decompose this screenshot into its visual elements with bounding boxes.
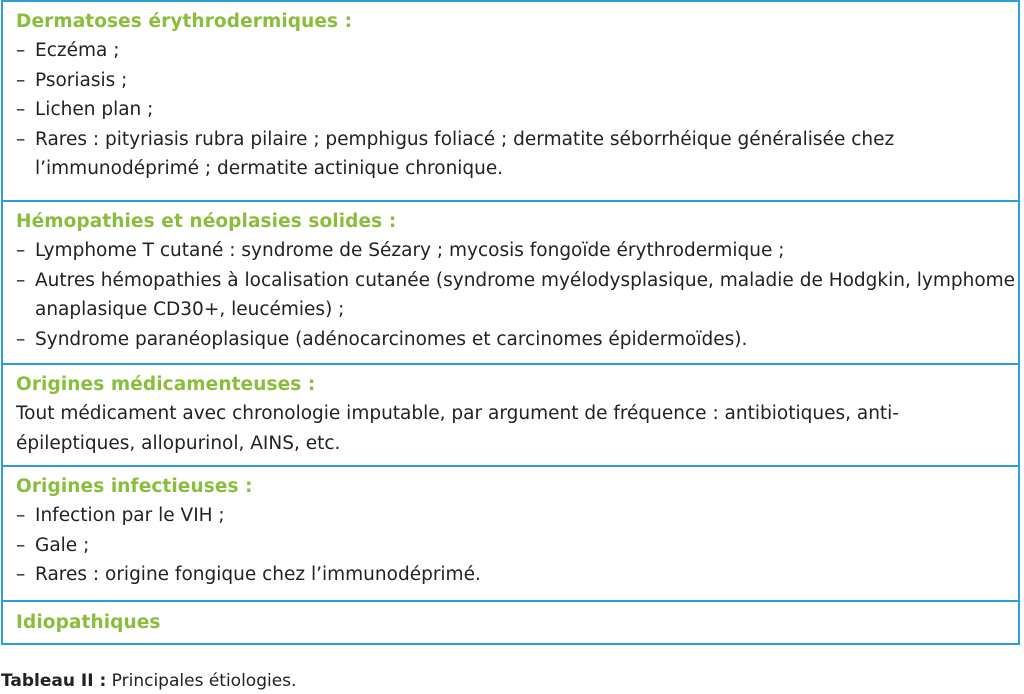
list-item (16, 66, 1018, 96)
section-title: Origines infectieuses : (16, 476, 253, 497)
section-title: Idiopathiques (16, 612, 161, 633)
dash-bullet: – (16, 328, 26, 350)
list-item (16, 36, 1018, 66)
section-title: Hémopathies et néoplasies solides : (16, 211, 397, 232)
dash-bullet: – (16, 240, 26, 261)
list-item-text: Infection par le VIH ; (35, 505, 225, 526)
list-item (16, 531, 1018, 561)
list-item-text: Rares : pityriasis rubra pilaire ; pemphigus foliacé ; dermatite séborrhéique généralisée chez l’immunodéprimé ; dermatite actinique chronique. (35, 128, 895, 179)
section-title: Origines médicamenteuses : (16, 374, 316, 395)
list-item (16, 266, 1018, 325)
dash-bullet: – (16, 128, 26, 150)
list-item-text: Syndrome paranéoplasique (adénocarcinomes et carcinomes épidermoïdes). (35, 328, 748, 350)
list-item (16, 325, 1018, 355)
list-item-text: Autres hémopathies à localisation cutanée (syndrome myélodysplasique, maladie de Hodgkin, lymphome anaplasique CD30+, leucémies) ; (35, 269, 1016, 320)
list-item-text: Eczéma ; (35, 40, 120, 61)
dash-bullet: – (16, 534, 26, 556)
section-medicamenteuses (3, 363, 1018, 465)
list-item-text: Lichen plan ; (35, 99, 154, 120)
list-item-text: Gale ; (35, 534, 90, 556)
section-title: Dermatoses érythrodermiques : (16, 11, 353, 32)
list-item-text: Rares : origine fongique chez l’immunodéprimé. (35, 564, 481, 585)
dash-bullet: – (16, 564, 26, 585)
section-idiopathiques (3, 600, 1018, 643)
list-item (16, 501, 1018, 531)
etiologies-table (1, 0, 1020, 645)
list-item (16, 236, 1018, 266)
dash-bullet: – (16, 40, 26, 61)
section-infectieuses (3, 465, 1018, 600)
caption-label: Tableau II : (1, 671, 107, 691)
list-item-text: Psoriasis ; (35, 69, 128, 91)
list-item (16, 560, 1018, 590)
dash-bullet: – (16, 505, 26, 526)
list-item (16, 95, 1018, 125)
section-paragraph: Tout médicament avec chronologie imputable, par argument de fréquence : antibiotiques, anti-épileptiques, allopurinol, AINS, etc. (16, 403, 899, 454)
section-dermatoses (3, 2, 1018, 200)
section-hemopathies (3, 200, 1018, 363)
list-item-text: Lymphome T cutané : syndrome de Sézary ; mycosis fongoïde érythrodermique ; (35, 240, 785, 261)
caption-text: Principales étiologies. (111, 671, 297, 691)
list-item (16, 125, 1018, 184)
table-caption (1, 670, 296, 692)
dash-bullet: – (16, 69, 26, 91)
dash-bullet: – (16, 99, 26, 120)
dash-bullet: – (16, 269, 26, 291)
